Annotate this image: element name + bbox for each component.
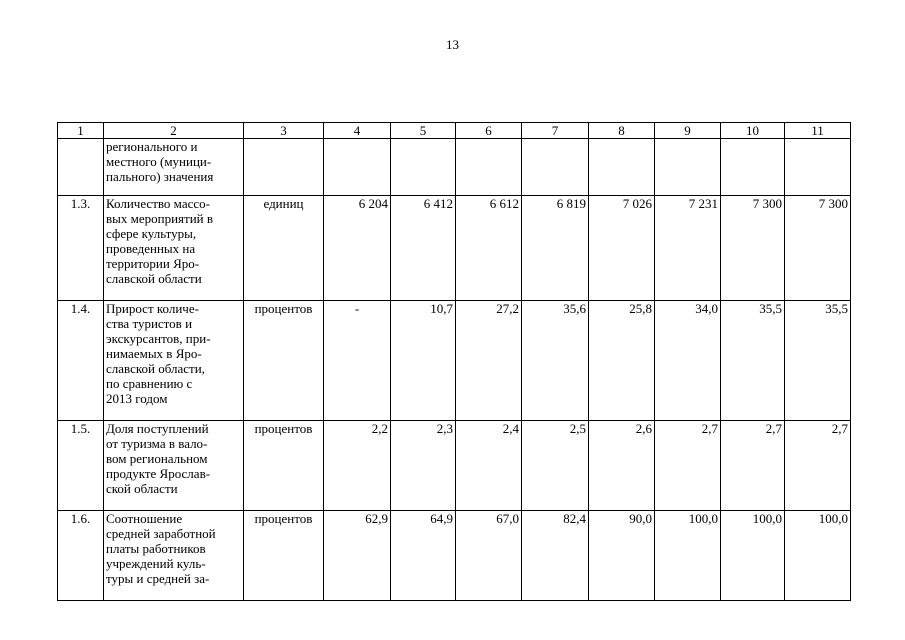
value-cell: 27,2 [456, 301, 522, 421]
table-row [58, 196, 851, 301]
column-header-1: 1 [58, 123, 104, 139]
value-cell: 100,0 [785, 511, 851, 601]
value-cell: 10,7 [391, 301, 456, 421]
column-header-3: 3 [244, 123, 324, 139]
table-row [58, 511, 851, 601]
row-number [58, 139, 104, 196]
value-cell: 2,5 [522, 421, 589, 511]
row-number: 1.3. [58, 196, 104, 301]
unit-cell: единиц [244, 196, 324, 301]
row-number: 1.6. [58, 511, 104, 601]
row-number: 1.5. [58, 421, 104, 511]
value-cell: 62,9 [324, 511, 391, 601]
column-header-6: 6 [456, 123, 522, 139]
value-cell: 2,3 [391, 421, 456, 511]
value-cell: 7 026 [589, 196, 655, 301]
column-header-7: 7 [522, 123, 589, 139]
value-cell: 35,6 [522, 301, 589, 421]
indicator-name: Количество массо- вых мероприятий в сфере культуры, проведенных на территории Яро- славской области [104, 196, 244, 301]
value-cell: 34,0 [655, 301, 721, 421]
indicator-name: Соотношение средней заработной платы работников учреждений куль- туры и средней за- [104, 511, 244, 601]
value-cell: 2,2 [324, 421, 391, 511]
indicator-name: Доля поступлений от туризма в вало- вом региональном продукте Ярослав- ской области [104, 421, 244, 511]
value-cell [589, 139, 655, 196]
value-cell: 7 300 [721, 196, 785, 301]
value-cell: 100,0 [655, 511, 721, 601]
value-cell: 67,0 [456, 511, 522, 601]
value-cell: 7 231 [655, 196, 721, 301]
column-header-5: 5 [391, 123, 456, 139]
value-cell [785, 139, 851, 196]
value-cell: 6 204 [324, 196, 391, 301]
value-cell: 25,8 [589, 301, 655, 421]
value-cell: 2,7 [655, 421, 721, 511]
row-number: 1.4. [58, 301, 104, 421]
indicators-table [57, 122, 851, 601]
value-cell: 90,0 [589, 511, 655, 601]
value-cell [391, 139, 456, 196]
value-cell [655, 139, 721, 196]
value-cell [324, 139, 391, 196]
table-row [58, 421, 851, 511]
indicator-name: регионального и местного (муници- пального) значения [104, 139, 244, 196]
value-cell: 7 300 [785, 196, 851, 301]
value-cell: 82,4 [522, 511, 589, 601]
value-cell: 2,4 [456, 421, 522, 511]
column-header-9: 9 [655, 123, 721, 139]
value-cell: 35,5 [721, 301, 785, 421]
value-cell [456, 139, 522, 196]
column-header-2: 2 [104, 123, 244, 139]
value-cell: 6 412 [391, 196, 456, 301]
value-cell: 6 819 [522, 196, 589, 301]
column-header-8: 8 [589, 123, 655, 139]
value-cell: 64,9 [391, 511, 456, 601]
column-header-11: 11 [785, 123, 851, 139]
unit-cell: процентов [244, 421, 324, 511]
unit-cell: процентов [244, 511, 324, 601]
table-row [58, 301, 851, 421]
table-row [58, 139, 851, 196]
value-cell: 6 612 [456, 196, 522, 301]
value-cell [721, 139, 785, 196]
unit-cell: процентов [244, 301, 324, 421]
value-cell [522, 139, 589, 196]
value-cell: 100,0 [721, 511, 785, 601]
column-header-10: 10 [721, 123, 785, 139]
value-cell: 2,7 [785, 421, 851, 511]
table-header-row [58, 123, 851, 139]
value-cell: 2,6 [589, 421, 655, 511]
value-cell: 35,5 [785, 301, 851, 421]
value-cell: - [324, 301, 391, 421]
table-body [58, 123, 851, 601]
page-number: 13 [446, 37, 459, 52]
column-header-4: 4 [324, 123, 391, 139]
indicator-name: Прирост количе- ства туристов и экскурсантов, при- нимаемых в Яро- славской области, по сравнению с 2013 годом [104, 301, 244, 421]
unit-cell [244, 139, 324, 196]
value-cell: 2,7 [721, 421, 785, 511]
